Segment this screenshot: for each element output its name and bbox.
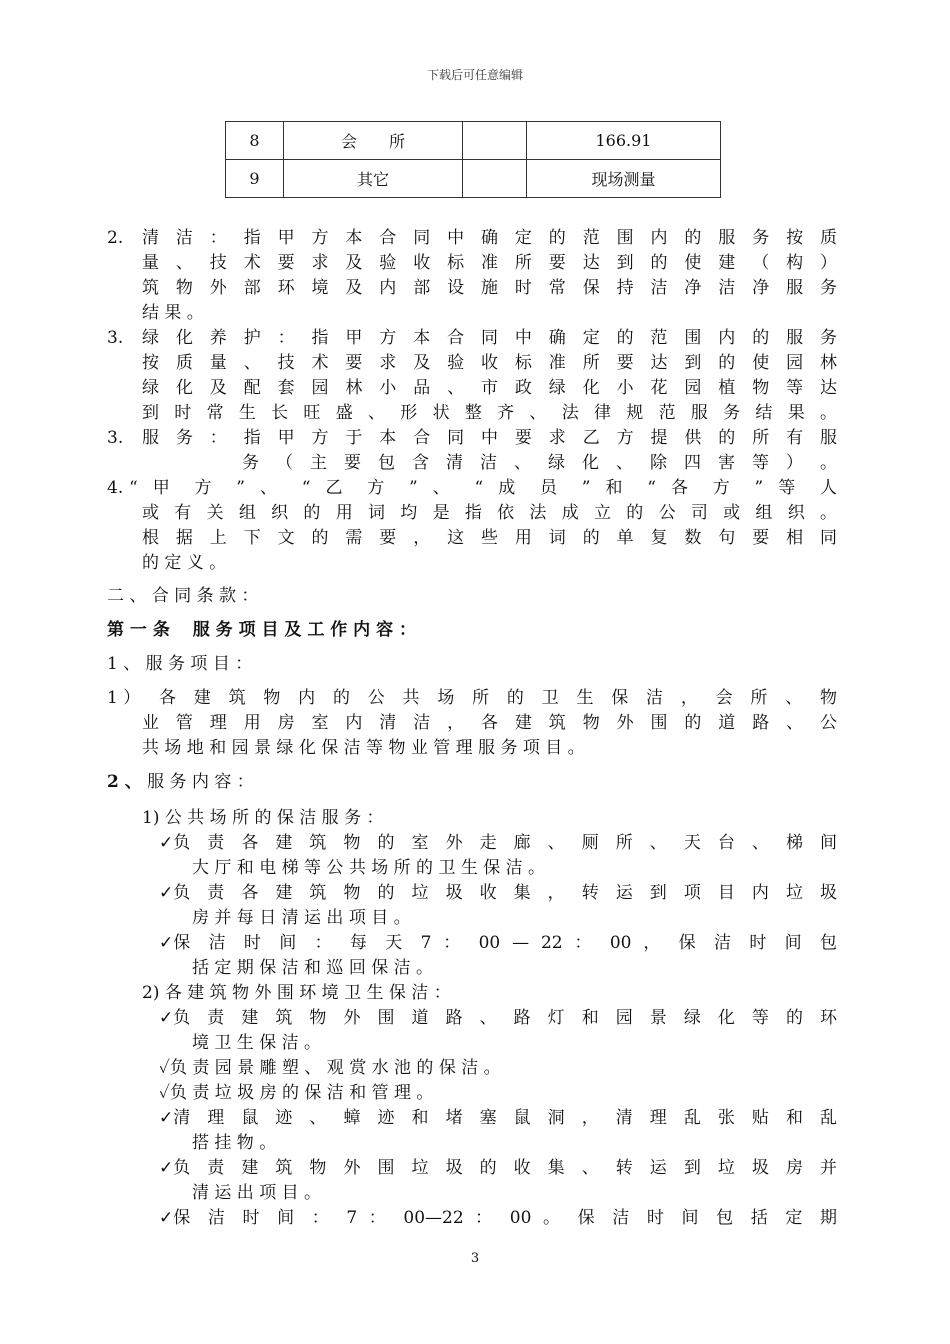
check-icon: ✓: [159, 933, 174, 953]
table-cell-empty: [463, 122, 527, 160]
definition-line: 的 定 义 。: [142, 553, 227, 573]
check-icon: ✓: [159, 1208, 174, 1228]
definition-line: 到 时 常 生 长 旺 盛 、 形 状 整 齐 、 法 律 规 范 服 务 结 果 。: [142, 403, 837, 423]
definition-line: 筑 物 外 部 环 境 及 内 部 设 施 时 常 保 持 洁 净 洁 净 服 务: [142, 278, 837, 298]
table-cell-name: 会 所: [284, 122, 463, 160]
service-items-block: [107, 686, 837, 761]
bullet-line: 负 责 各 建 筑 物 的 垃 圾 收 集 ， 转 运 到 项 目 内 垃 圾: [173, 883, 837, 903]
item-number: 3.: [107, 328, 124, 348]
table-cell-value: 现场测量: [527, 160, 721, 198]
item-number: 4.: [107, 478, 124, 498]
check-icon: ✓: [159, 1158, 174, 1178]
definition-line: 结 果 。: [142, 303, 204, 323]
bullet-line: 房 并 每 日 清 运 出 项 目 。: [192, 908, 411, 928]
table-row: [226, 122, 721, 160]
section-two-block: [107, 584, 837, 609]
service-content-block: [107, 806, 837, 1231]
page-number: 3: [470, 1251, 480, 1266]
article-heading: 第 一 条 服 务 项 目 及 工 作 内 容 ：: [107, 620, 417, 640]
bullet-line: 大 厅 和 电 梯 等 公 共 场 所 的 卫 生 保 洁 。: [192, 858, 546, 878]
subsection-heading: 服 务 内 容 ：: [147, 772, 254, 792]
definition-line: 量 、 技 术 要 求 及 验 收 标 准 所 要 达 到 的 使 建 （ 构 ）: [142, 253, 837, 273]
table-cell-value: 166.91: [527, 122, 721, 160]
service-items-title-block: [107, 652, 837, 677]
page-header: 下载后可任意编辑: [426, 68, 523, 82]
definition-line: 或 有 关 组 织 的 用 词 均 是 指 依 法 成 立 的 公 司 或 组 织 。: [142, 503, 837, 523]
bullet-line: 负 责 园 景 雕 塑 、 观 赏 水 池 的 保 洁 。: [169, 1058, 501, 1078]
item-number: 1 ）: [107, 688, 141, 708]
definition-line: 服 务 ： 指 甲 方 于 本 合 同 中 要 求 乙 方 提 供 的 所 有 服: [142, 428, 837, 448]
bullet-line: 境 卫 生 保 洁 。: [192, 1033, 322, 1053]
check-icon: ✓: [159, 833, 174, 853]
definition-line: 绿 化 养 护 ： 指 甲 方 本 合 同 中 确 定 的 范 围 内 的 服 务: [142, 328, 837, 348]
bullet-line: 保 洁 时 间 ： 7 ： 00—22 ： 00 。 保 洁 时 间 包 括 定 期: [173, 1208, 837, 1228]
paragraph-line: 共 场 地 和 园 景 绿 化 保 洁 等 物 业 管 理 服 务 项 目 。: [142, 738, 585, 758]
table-row: [226, 160, 721, 198]
definition-line: 绿 化 及 配 套 园 林 小 品 、 市 政 绿 化 小 花 园 植 物 等 达: [142, 378, 837, 398]
check-icon: ✓: [159, 1083, 170, 1103]
sub-heading: 1) 公 共 场 所 的 保 洁 服 务 ：: [142, 808, 384, 828]
bullet-line: 清 运 出 项 目 。: [192, 1183, 322, 1203]
definition-line: 按 质 量 、 技 术 要 求 及 验 收 标 准 所 要 达 到 的 使 园 林: [142, 353, 837, 373]
definitions-block: [107, 226, 837, 576]
definition-line: “ 甲 方 ” 、 “ 乙 方 ” 、 “ 成 员 ” 和 “ 各 方 ” 等 人: [129, 478, 837, 498]
bullet-line: 保 洁 时 间 ： 每 天 7 ： 00 — 22 ： 00 ， 保 洁 时 间 包: [173, 933, 837, 953]
check-icon: ✓: [159, 1008, 174, 1028]
definition-line: 根 据 上 下 文 的 需 要 ， 这 些 用 词 的 单 复 数 句 要 相 同: [142, 528, 837, 548]
table-cell-no: 8: [226, 122, 284, 160]
item-number: 2.: [107, 228, 124, 248]
bullet-line: 负 责 各 建 筑 物 的 室 外 走 廊 、 厕 所 、 天 台 、 梯 间: [173, 833, 837, 853]
paragraph-line: 业 管 理 用 房 室 内 清 洁 ， 各 建 筑 物 外 围 的 道 路 、 公: [142, 713, 837, 733]
bullet-line: 负 责 建 筑 物 外 围 道 路 、 路 灯 和 园 景 绿 化 等 的 环: [173, 1008, 837, 1028]
table-cell-empty: [463, 160, 527, 198]
item-number: 3.: [107, 428, 124, 448]
definition-line: 清 洁 ： 指 甲 方 本 合 同 中 确 定 的 范 围 内 的 服 务 按 质: [142, 228, 837, 248]
service-content-title-block: [107, 770, 837, 795]
section-heading: 二 、 合 同 条 款 ：: [107, 586, 259, 606]
item-number: 2 、: [107, 772, 142, 792]
area-table: [225, 121, 721, 198]
article-one-block: [107, 618, 837, 643]
bullet-line: 清 理 鼠 迹 、 蟑 迹 和 堵 塞 鼠 洞 ， 清 理 乱 张 贴 和 乱: [173, 1108, 837, 1128]
bullet-line: 括 定 期 保 洁 和 巡 回 保 洁 。: [192, 958, 434, 978]
table-cell-name: 其它: [284, 160, 463, 198]
bullet-line: 负 责 建 筑 物 外 围 垃 圾 的 收 集 、 转 运 到 垃 圾 房 并: [173, 1158, 837, 1178]
bullet-line: 搭 挂 物 。: [192, 1133, 277, 1153]
subsection-heading: 1 、 服 务 项 目 ：: [107, 654, 253, 674]
table-cell-no: 9: [226, 160, 284, 198]
sub-heading: 2) 各 建 筑 物 外 围 环 境 卫 生 保 洁 ：: [142, 983, 451, 1003]
bullet-line: 负 责 垃 圾 房 的 保 洁 和 管 理 。: [169, 1083, 434, 1103]
check-icon: ✓: [159, 1058, 170, 1078]
paragraph-line: 各 建 筑 物 内 的 公 共 场 所 的 卫 生 保 洁 ， 会 所 、 物: [159, 688, 837, 708]
check-icon: ✓: [159, 883, 174, 903]
check-icon: ✓: [159, 1108, 174, 1128]
definition-line: 务 （ 主 要 包 含 清 洁 、 绿 化 、 除 四 害 等 ） 。: [242, 453, 837, 473]
